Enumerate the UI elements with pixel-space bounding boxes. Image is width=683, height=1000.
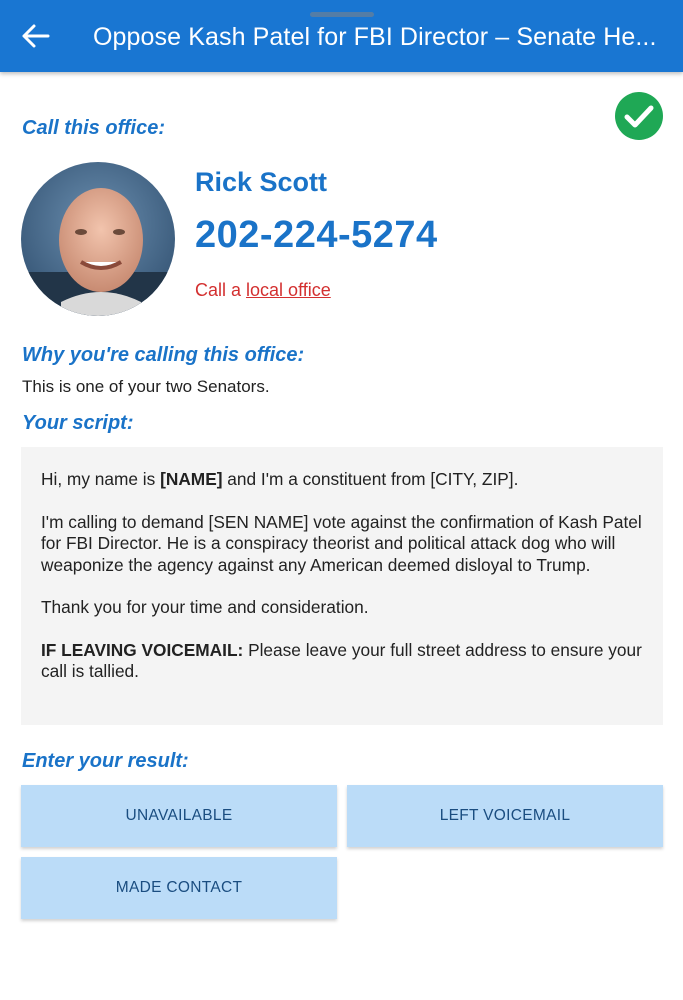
app-bar: [0, 0, 683, 72]
script-paragraph-1: [41, 469, 643, 491]
local-office-line: [195, 279, 331, 301]
your-script-label: Your script:: [22, 412, 134, 434]
unavailable-button[interactable]: UNAVAILABLE: [21, 785, 337, 847]
made-contact-button[interactable]: MADE CONTACT: [21, 857, 337, 919]
avatar: [21, 162, 175, 316]
left-voicemail-button[interactable]: LEFT VOICEMAIL: [347, 785, 663, 847]
drag-handle[interactable]: [310, 12, 374, 17]
why-calling-label: Why you're calling this office:: [22, 344, 305, 366]
why-calling-text: This is one of your two Senators.: [22, 377, 270, 396]
contact-phone[interactable]: 202-224-5274: [195, 214, 438, 256]
contact-name: Rick Scott: [195, 167, 328, 197]
call-office-label: Call this office:: [22, 117, 165, 139]
voicemail-label: IF LEAVING VOICEMAIL:: [41, 639, 244, 660]
script-paragraph-2: I'm calling to demand [SEN NAME] vote against the confirmation of Kash Patel for FBI Director. He is a conspiracy theorist and political attack dog who will weaponize the agency against any American deemed disloyal to Trump.: [41, 511, 642, 575]
local-office-link[interactable]: local office: [246, 280, 331, 300]
script-paragraph-3: Thank you for your time and consideration.: [41, 597, 369, 617]
check-circle-icon: [615, 92, 663, 140]
local-office-prefix: Call a: [195, 280, 247, 300]
script-box: [21, 447, 663, 725]
script-text: Hi, my name is: [41, 469, 161, 489]
script-paragraph-4: [41, 640, 643, 683]
script-text: Please leave your full street address to ensure your call is tallied.: [41, 639, 642, 681]
script-text: and I'm a constituent from [CITY, ZIP].: [222, 469, 519, 489]
enter-result-label: Enter your result:: [22, 750, 189, 772]
back-arrow-icon[interactable]: [20, 22, 52, 50]
page-title: Oppose Kash Patel for FBI Director – Senate He...: [93, 23, 657, 51]
script-name-placeholder: [NAME]: [160, 469, 223, 489]
